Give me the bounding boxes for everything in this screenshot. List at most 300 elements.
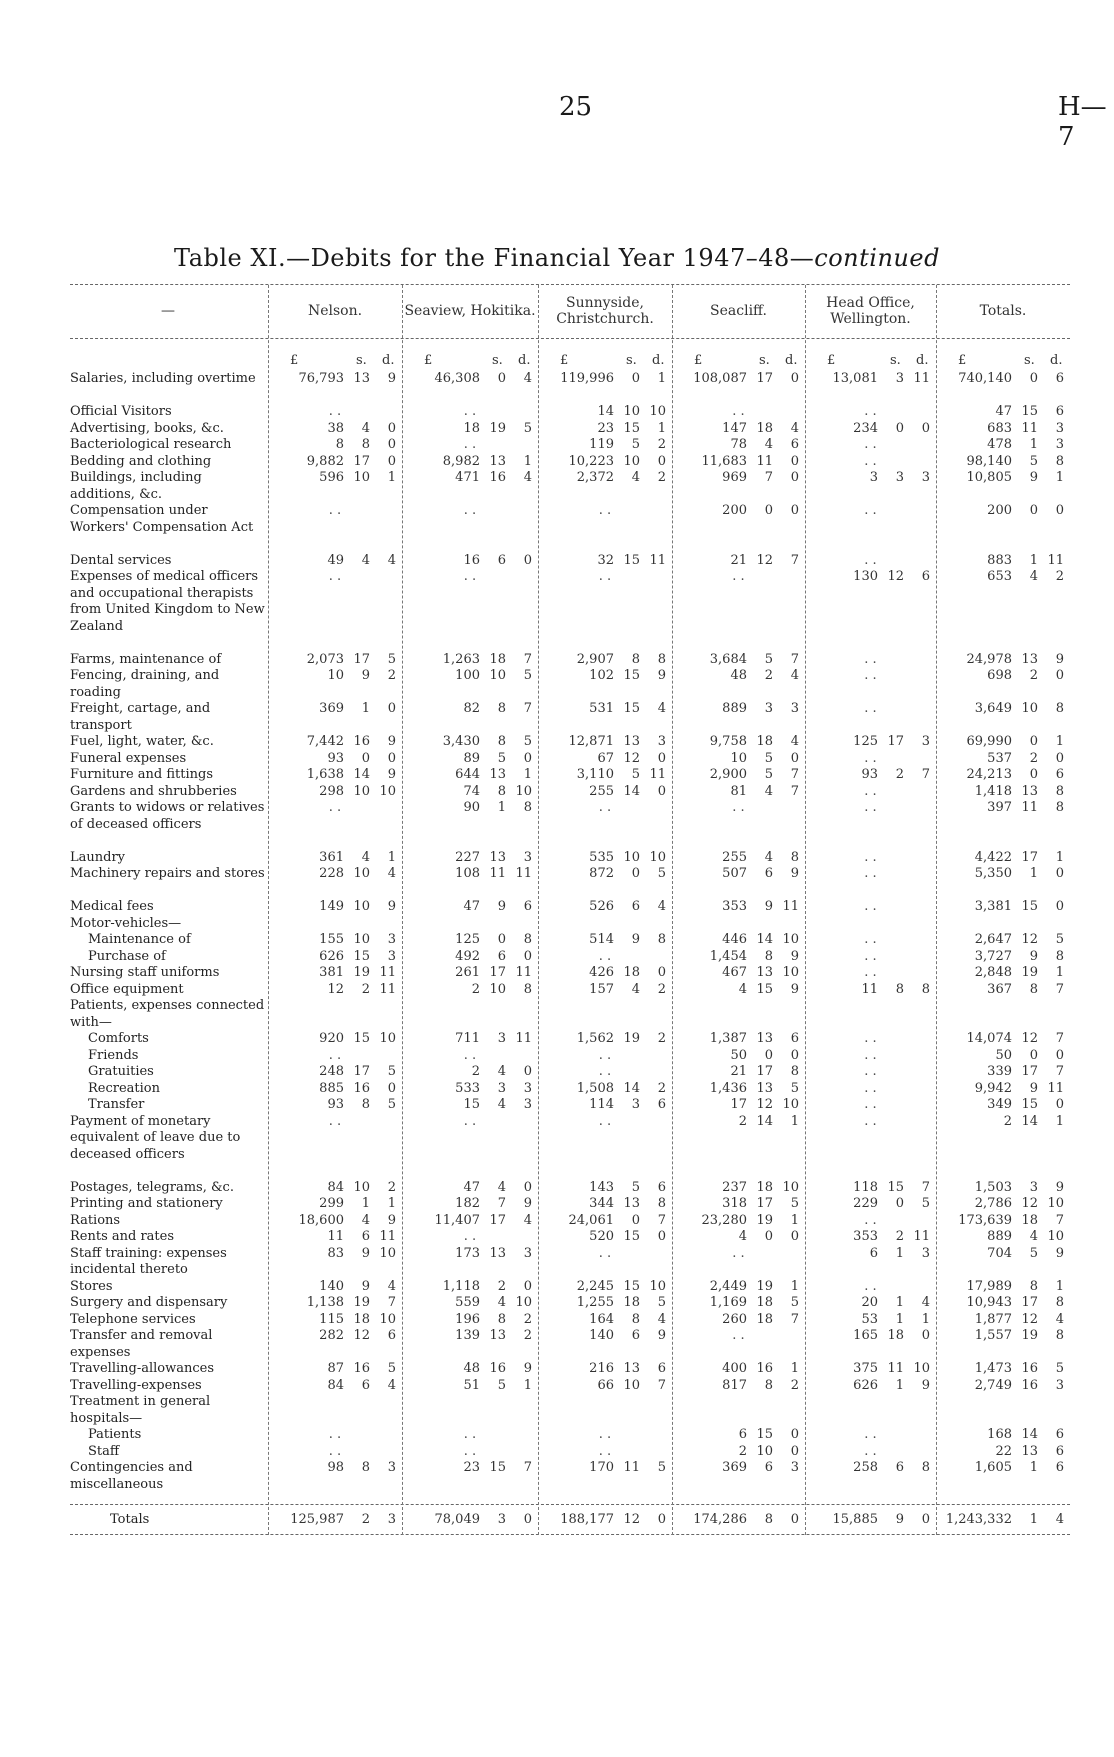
cell-pence: 0 <box>790 1229 799 1244</box>
cell-shillings: 10 <box>489 981 506 997</box>
totals-row <box>0 1512 1114 1529</box>
cell-pounds: 48 <box>463 1361 480 1376</box>
cell-shillings: 8 <box>497 701 506 716</box>
cell-pence: 0 <box>387 420 396 436</box>
cell-pounds: 119 <box>589 437 614 452</box>
cell-pounds: 889 <box>987 1229 1012 1244</box>
cell-pence: 0 <box>1055 899 1064 914</box>
cell-pounds: 93 <box>861 767 878 782</box>
total-shillings: 1 <box>1029 1512 1038 1527</box>
cell-shillings: 15 <box>623 668 640 683</box>
cell-pounds: 353 <box>722 899 747 914</box>
empty-cell: . . <box>598 948 612 964</box>
cell-shillings: 18 <box>887 1328 904 1343</box>
cell-shillings: 0 <box>497 932 506 947</box>
page-number: 25 <box>559 92 593 122</box>
cell-pence: 8 <box>523 932 532 947</box>
cell-pounds: 115 <box>319 1311 344 1327</box>
cell-pounds: 397 <box>987 800 1012 815</box>
empty-cell: . . <box>864 1212 877 1228</box>
cell-shillings: 15 <box>489 1460 506 1475</box>
cell-pence: 3 <box>523 849 532 865</box>
cell-pounds: 537 <box>987 750 1012 766</box>
cell-pence: 7 <box>1055 1031 1064 1046</box>
cell-pounds: 164 <box>589 1311 614 1327</box>
cell-shillings: 12 <box>1021 1311 1038 1327</box>
cell-pounds: 318 <box>722 1196 747 1211</box>
cell-pounds: 11,683 <box>701 453 747 469</box>
cell-pounds: 2,907 <box>576 651 614 667</box>
cell-pence: 0 <box>921 420 930 436</box>
table-row <box>0 1229 1114 1246</box>
table-row <box>0 503 1114 553</box>
cell-shillings: 2 <box>895 767 904 782</box>
row-label: Rations <box>70 1212 121 1228</box>
table-row <box>0 668 1114 701</box>
cell-shillings: 0 <box>497 371 506 386</box>
cell-pounds: 596 <box>319 470 344 485</box>
cell-pence: 4 <box>387 866 396 881</box>
cell-pounds: 2,245 <box>576 1278 614 1294</box>
cell-pounds: 507 <box>722 866 747 881</box>
cell-shillings: 14 <box>353 767 370 782</box>
cell-shillings: 13 <box>489 1245 506 1261</box>
row-label: Funeral expenses <box>70 750 187 766</box>
table-row <box>0 1460 1114 1493</box>
cell-pounds: 535 <box>589 849 614 865</box>
table-row <box>0 569 1114 652</box>
cell-pounds: 21 <box>730 552 747 568</box>
cell-shillings: 0 <box>631 1212 640 1228</box>
row-label: Freight, cartage, and transport <box>70 701 211 733</box>
cell-pounds: 69,990 <box>966 734 1012 749</box>
cell-pounds: 369 <box>319 701 344 716</box>
cell-pence: 6 <box>1055 767 1064 782</box>
empty-cell: . . <box>864 503 877 518</box>
cell-shillings: 13 <box>489 453 506 469</box>
cell-pounds: 21 <box>730 1064 747 1079</box>
cell-shillings: 5 <box>764 651 773 667</box>
cell-pounds: 492 <box>455 948 480 964</box>
empty-cell: . . <box>463 503 477 518</box>
table-row <box>0 1048 1114 1065</box>
total-pence: 0 <box>523 1512 532 1527</box>
cell-shillings: 17 <box>353 1064 370 1079</box>
column-header-sunnyside: Sunnyside, Christchurch. <box>556 295 654 327</box>
cell-pounds: 531 <box>589 701 614 716</box>
cell-pence: 10 <box>782 965 799 980</box>
table-row <box>0 1378 1114 1395</box>
cell-pounds: 18,600 <box>298 1212 344 1228</box>
cell-shillings: 5 <box>631 437 640 452</box>
cell-pounds: 24,213 <box>966 767 1012 782</box>
cell-pounds: 3 <box>869 470 878 485</box>
cell-pounds: 817 <box>722 1377 747 1393</box>
cell-pounds: 653 <box>987 569 1012 584</box>
row-label: Purchase of <box>88 948 166 964</box>
cell-shillings: 11 <box>1021 800 1038 815</box>
cell-shillings: 6 <box>764 866 773 881</box>
row-label: Expenses of medical officers and occupational therapists from United Kingdom to New Zealand <box>70 569 265 634</box>
cell-pounds: 2 <box>738 1113 747 1129</box>
cell-pence: 7 <box>790 1311 799 1327</box>
cell-shillings: 1 <box>1029 866 1038 881</box>
table-row <box>0 850 1114 867</box>
cell-shillings: 14 <box>623 1080 640 1096</box>
cell-pounds: 626 <box>319 948 344 964</box>
cell-shillings: 4 <box>361 849 370 865</box>
total-pounds: 78,049 <box>434 1512 480 1527</box>
cell-pence: 3 <box>387 932 396 947</box>
unit-pound: £ <box>694 353 703 368</box>
cell-pence: 10 <box>782 1179 799 1195</box>
row-label: Motor-vehicles— <box>70 915 182 931</box>
table-row <box>0 800 1114 850</box>
cell-pence: 0 <box>387 437 396 452</box>
cell-shillings: 8 <box>361 1460 370 1475</box>
cell-pence: 0 <box>1055 503 1064 518</box>
cell-pounds: 3,381 <box>974 899 1012 914</box>
cell-shillings: 5 <box>764 750 773 766</box>
table-top-rule <box>70 284 1070 285</box>
cell-shillings: 4 <box>1029 569 1038 584</box>
cell-pence: 10 <box>379 783 396 799</box>
cell-shillings: 16 <box>756 1361 773 1376</box>
cell-pence: 8 <box>657 932 666 947</box>
cell-shillings: 13 <box>756 1031 773 1046</box>
unit-pence: d. <box>382 353 395 368</box>
cell-pounds: 50 <box>730 1047 747 1063</box>
cell-shillings: 4 <box>631 470 640 485</box>
cell-shillings: 16 <box>353 1361 370 1376</box>
cell-pounds: 344 <box>589 1196 614 1211</box>
empty-cell: . . <box>463 569 477 584</box>
empty-cell: . . <box>864 1097 877 1112</box>
table-row <box>0 371 1114 404</box>
cell-pounds: 261 <box>455 965 480 980</box>
cell-shillings: 19 <box>353 1295 370 1310</box>
cell-pence: 11 <box>913 1229 930 1244</box>
row-label: Payment of monetary equivalent of leave due to deceased officers <box>70 1113 241 1162</box>
cell-shillings: 12 <box>887 569 904 584</box>
row-label: Nursing staff uniforms <box>70 965 220 980</box>
unit-pound: £ <box>827 353 836 368</box>
cell-pounds: 711 <box>455 1031 480 1046</box>
cell-pence: 7 <box>790 783 799 799</box>
cell-pounds: 100 <box>455 668 480 683</box>
cell-pounds: 11 <box>861 981 878 997</box>
cell-pence: 6 <box>657 1361 666 1376</box>
cell-shillings: 8 <box>895 981 904 997</box>
cell-pence: 0 <box>387 1080 396 1096</box>
cell-pence: 4 <box>387 1377 396 1393</box>
cell-shillings: 12 <box>623 750 640 766</box>
unit-pence: d. <box>652 353 665 368</box>
column-header-totals: Totals. <box>979 303 1027 319</box>
cell-shillings: 17 <box>489 965 506 980</box>
cell-pounds: 14,074 <box>966 1031 1012 1046</box>
cell-pence: 4 <box>387 552 396 568</box>
cell-pounds: 16 <box>463 552 480 568</box>
cell-shillings: 13 <box>1021 651 1038 667</box>
column-header-head-office: Head Office, Wellington. <box>826 295 915 327</box>
cell-shillings: 8 <box>497 1311 506 1327</box>
cell-shillings: 11 <box>623 1460 640 1475</box>
cell-pence: 0 <box>523 1179 532 1195</box>
cell-shillings: 13 <box>489 1328 506 1343</box>
cell-pounds: 49 <box>327 552 344 568</box>
table-row <box>0 1444 1114 1461</box>
cell-pence: 0 <box>657 965 666 980</box>
cell-shillings: 19 <box>756 1278 773 1294</box>
table-title-main: Table XI.—Debits for the Financial Year 1947–48— <box>174 244 815 272</box>
cell-pounds: 15 <box>463 1097 480 1112</box>
row-label: Recreation <box>88 1080 161 1096</box>
cell-pounds: 478 <box>987 437 1012 452</box>
cell-pence: 0 <box>921 1328 930 1343</box>
cell-pence: 10 <box>379 1311 396 1327</box>
cell-pence: 8 <box>1055 1295 1064 1310</box>
cell-pence: 7 <box>921 1179 930 1195</box>
cell-shillings: 3 <box>497 1080 506 1096</box>
cell-pounds: 1,877 <box>974 1311 1012 1327</box>
cell-shillings: 10 <box>353 1179 370 1195</box>
cell-shillings: 4 <box>361 1212 370 1228</box>
cell-shillings: 17 <box>1021 849 1038 865</box>
cell-pence: 7 <box>523 701 532 716</box>
row-label: Salaries, including overtime <box>70 371 256 386</box>
empty-cell: . . <box>598 1245 612 1261</box>
cell-pence: 11 <box>379 965 396 980</box>
empty-cell: . . <box>864 800 877 815</box>
empty-cell: . . <box>463 1113 477 1129</box>
cell-shillings: 19 <box>353 965 370 980</box>
row-label: Furniture and fittings <box>70 767 213 782</box>
cell-pounds: 9,942 <box>974 1080 1012 1096</box>
cell-shillings: 15 <box>1021 899 1038 914</box>
empty-cell: . . <box>864 1278 877 1294</box>
cell-pence: 3 <box>523 1080 532 1096</box>
cell-pounds: 89 <box>463 750 480 766</box>
cell-pence: 8 <box>523 800 532 815</box>
cell-pounds: 520 <box>589 1229 614 1244</box>
cell-pence: 1 <box>523 767 532 782</box>
cell-pence: 2 <box>657 437 666 452</box>
cell-pounds: 258 <box>853 1460 878 1475</box>
cell-shillings: 19 <box>1021 1328 1038 1343</box>
cell-shillings: 1 <box>895 1295 904 1310</box>
empty-cell: . . <box>864 453 877 469</box>
empty-cell: . . <box>732 800 745 815</box>
cell-pounds: 361 <box>319 849 344 865</box>
cell-pence: 0 <box>523 948 532 964</box>
table-row <box>0 1328 1114 1361</box>
cell-pence: 5 <box>387 1064 396 1079</box>
cell-pounds: 23 <box>597 420 614 436</box>
cell-pounds: 11,407 <box>434 1212 480 1228</box>
row-label: Grants to widows or relatives of deceased officers <box>70 800 265 832</box>
cell-shillings: 8 <box>631 1311 640 1327</box>
unit-pound: £ <box>290 353 299 368</box>
cell-shillings: 5 <box>497 750 506 766</box>
table-row <box>0 421 1114 438</box>
empty-cell: . . <box>598 800 612 815</box>
cell-shillings: 19 <box>756 1212 773 1228</box>
empty-cell: . . <box>598 569 612 584</box>
cell-pence: 8 <box>657 1196 666 1211</box>
cell-shillings: 15 <box>623 1278 640 1294</box>
cell-pence: 10 <box>649 404 666 419</box>
cell-pounds: 446 <box>722 932 747 947</box>
report-code: H—7 <box>1058 92 1107 152</box>
cell-pounds: 1,255 <box>576 1295 614 1310</box>
cell-shillings: 15 <box>623 420 640 436</box>
cell-pounds: 969 <box>722 470 747 485</box>
cell-pence: 4 <box>523 470 532 485</box>
cell-pounds: 143 <box>589 1179 614 1195</box>
cell-pence: 7 <box>790 651 799 667</box>
cell-pence: 8 <box>1055 1328 1064 1343</box>
cell-pounds: 170 <box>589 1460 614 1475</box>
cell-pence: 7 <box>1055 1212 1064 1228</box>
cell-pence: 9 <box>523 1196 532 1211</box>
cell-pounds: 369 <box>722 1460 747 1475</box>
cell-pence: 1 <box>523 1377 532 1393</box>
empty-cell: . . <box>598 1047 612 1063</box>
cell-pence: 10 <box>1047 1229 1064 1244</box>
cell-shillings: 6 <box>361 1229 370 1244</box>
cell-pence: 0 <box>790 371 799 386</box>
cell-pence: 8 <box>1055 453 1064 469</box>
total-pence: 3 <box>387 1512 396 1527</box>
table-row <box>0 866 1114 899</box>
cell-pounds: 1,138 <box>306 1295 344 1310</box>
table-row <box>0 1196 1114 1213</box>
cell-pounds: 155 <box>319 932 344 947</box>
cell-shillings: 2 <box>1029 668 1038 683</box>
cell-shillings: 13 <box>623 1361 640 1376</box>
cell-shillings: 16 <box>353 1080 370 1096</box>
row-label: Surgery and dispensary <box>70 1295 228 1310</box>
cell-pence: 0 <box>523 1064 532 1079</box>
cell-pence: 2 <box>657 470 666 485</box>
cell-shillings: 1 <box>1029 437 1038 452</box>
cell-pounds: 196 <box>455 1311 480 1327</box>
cell-pence: 0 <box>523 552 532 568</box>
cell-pounds: 10,943 <box>966 1295 1012 1310</box>
table-row <box>0 1394 1114 1427</box>
cell-pounds: 2,372 <box>576 470 614 485</box>
cell-shillings: 12 <box>353 1328 370 1343</box>
empty-cell: . . <box>864 701 877 716</box>
row-label: Compensation under Workers' Compensation Act <box>70 503 254 535</box>
cell-pounds: 50 <box>995 1047 1012 1063</box>
cell-pence: 1 <box>1055 1278 1064 1294</box>
cell-pence: 11 <box>515 866 532 881</box>
cell-pence: 0 <box>790 503 799 518</box>
cell-pence: 8 <box>790 1064 799 1079</box>
empty-cell: . . <box>328 404 342 419</box>
row-label: Office equipment <box>70 981 184 997</box>
cell-pence: 1 <box>1055 470 1064 485</box>
row-label: Staff <box>88 1443 120 1459</box>
total-pounds: 125,987 <box>290 1512 344 1527</box>
cell-pounds: 140 <box>319 1278 344 1294</box>
cell-pence: 3 <box>387 948 396 964</box>
cell-shillings: 13 <box>1021 1443 1038 1459</box>
cell-pounds: 48 <box>730 668 747 683</box>
cell-pounds: 51 <box>463 1377 480 1393</box>
cell-pounds: 114 <box>589 1097 614 1112</box>
cell-pounds: 149 <box>319 899 344 914</box>
cell-pounds: 400 <box>722 1361 747 1376</box>
cell-pence: 9 <box>657 1328 666 1343</box>
total-pounds: 1,243,332 <box>945 1512 1012 1527</box>
table-row <box>0 454 1114 471</box>
cell-shillings: 13 <box>756 965 773 980</box>
cell-shillings: 1 <box>361 1196 370 1211</box>
cell-pence: 11 <box>379 981 396 997</box>
column-header-seaview: Seaview, Hokitika. <box>404 303 536 319</box>
cell-pence: 3 <box>1055 420 1064 436</box>
cell-pence: 5 <box>790 1080 799 1096</box>
cell-shillings: 9 <box>361 1245 370 1261</box>
cell-pounds: 4 <box>738 1229 747 1244</box>
cell-pence: 7 <box>921 767 930 782</box>
cell-shillings: 15 <box>353 948 370 964</box>
cell-pounds: 20 <box>861 1295 878 1310</box>
cell-shillings: 0 <box>895 420 904 436</box>
cell-shillings: 18 <box>1021 1212 1038 1228</box>
empty-cell: . . <box>598 1427 612 1442</box>
cell-shillings: 0 <box>1029 1047 1038 1063</box>
cell-pounds: 93 <box>327 750 344 766</box>
cell-pounds: 227 <box>455 849 480 865</box>
cell-shillings: 15 <box>623 701 640 716</box>
table-row <box>0 784 1114 801</box>
cell-pounds: 102 <box>589 668 614 683</box>
cell-pounds: 375 <box>853 1361 878 1376</box>
cell-shillings: 2 <box>497 1278 506 1294</box>
empty-cell: . . <box>463 404 477 419</box>
cell-pounds: 32 <box>597 552 614 568</box>
table-bottom-rule <box>70 1534 1070 1535</box>
cell-pounds: 9,882 <box>306 453 344 469</box>
table-row <box>0 1279 1114 1296</box>
cell-pounds: 1,418 <box>974 783 1012 799</box>
cell-shillings: 16 <box>1021 1377 1038 1393</box>
cell-shillings: 0 <box>764 503 773 518</box>
cell-shillings: 9 <box>497 899 506 914</box>
cell-pounds: 182 <box>455 1196 480 1211</box>
cell-pounds: 255 <box>589 783 614 799</box>
cell-pence: 7 <box>387 1295 396 1310</box>
cell-pounds: 3,727 <box>974 948 1012 964</box>
cell-pounds: 349 <box>987 1097 1012 1112</box>
cell-pounds: 229 <box>853 1196 878 1211</box>
cell-pence: 2 <box>1055 569 1064 584</box>
cell-pounds: 23 <box>463 1460 480 1475</box>
cell-shillings: 18 <box>489 651 506 667</box>
cell-pence: 4 <box>657 701 666 716</box>
cell-pounds: 3,649 <box>974 701 1012 716</box>
cell-pence: 6 <box>1055 1443 1064 1459</box>
cell-pounds: 872 <box>589 866 614 881</box>
cell-pence: 9 <box>657 668 666 683</box>
cell-pounds: 255 <box>722 849 747 865</box>
cell-shillings: 3 <box>764 701 773 716</box>
cell-shillings: 7 <box>764 470 773 485</box>
